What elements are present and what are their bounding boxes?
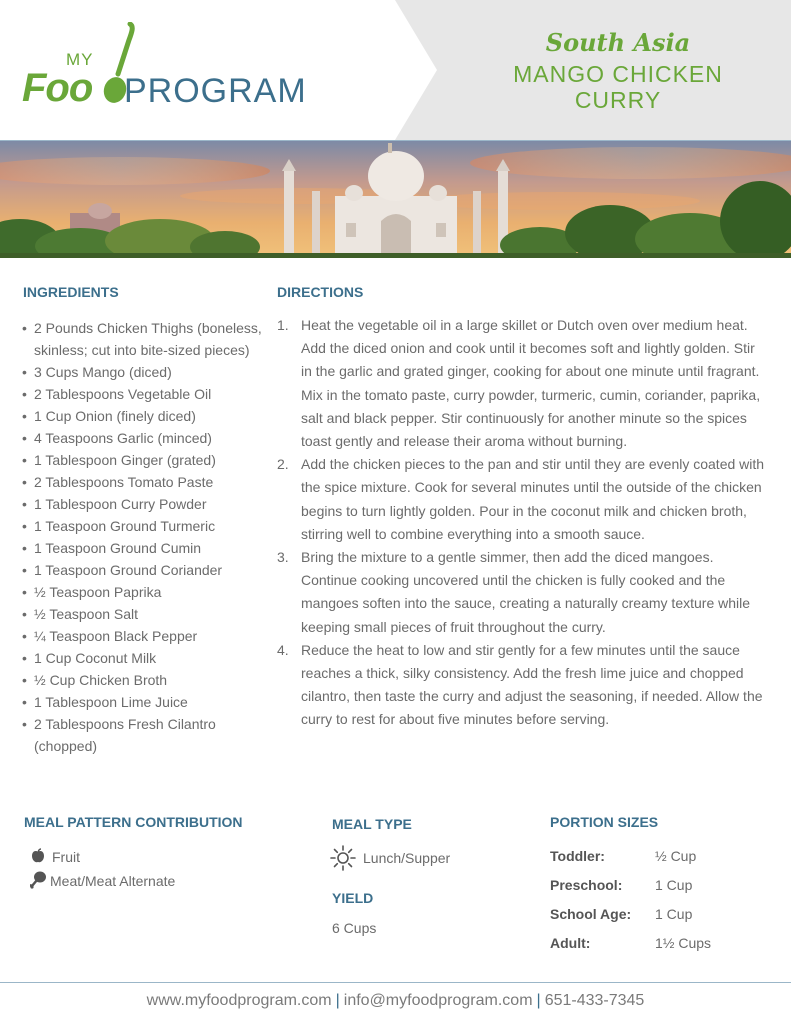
yield-heading: YIELD	[332, 890, 374, 906]
direction-step-text: Bring the mixture to a gentle simmer, then add the diced mangoes. Continue cooking uncovered until the chicken is fully cooked and the mangoes soften into the sauce, creating a naturally creamy texture while keeping small pieces of fruit throughout the curry.	[301, 549, 751, 635]
direction-step-text: Reduce the heat to low and stir gently for a few minutes until the sauce reaches a thick, silky consistency. Add the fresh lime juice and chopped cilantro, then taste the curry and adjust the seasoning, if needed. Allow the curry to rest for about five minutes before serving.	[301, 641, 763, 728]
direction-step-text: Add the chicken pieces to the pan and stir until they are evenly coated with the spice mixture. Cook for several minutes until the outside of the chicken begins to turn lightly golden. Pour in the coconut milk and chicken broth, stirring well to combine everything into a smooth sauce.	[301, 456, 765, 542]
portion-label-school-age: School Age:	[550, 906, 632, 922]
ingredient-item: • 1 Tablespoon Curry Powder	[22, 493, 262, 515]
apple-icon	[30, 848, 46, 864]
ingredient-item: • ¼ Teaspoon Black Pepper	[22, 625, 262, 647]
ingredient-item: • 2 Tablespoons Fresh Cilantro (chopped)	[22, 713, 262, 757]
logo-my-text: MY	[66, 50, 94, 69]
ingredient-item: • 2 Pounds Chicken Thighs (boneless, skinless; cut into bite-sized pieces)	[22, 317, 262, 361]
recipe-title-line2: CURRY	[574, 87, 662, 113]
portion-value-school-age: 1 Cup	[655, 906, 693, 922]
page-footer	[0, 992, 791, 1010]
ingredients-heading: INGREDIENTS	[23, 284, 119, 300]
meal-pattern-heading: MEAL PATTERN CONTRIBUTION	[24, 814, 243, 830]
ingredient-item: • 1 Teaspoon Ground Coriander	[22, 559, 262, 581]
meal-type-value: Lunch/Supper	[363, 850, 451, 866]
direction-step-number: 1.	[277, 317, 289, 333]
banner-image	[0, 141, 791, 258]
footer-divider	[0, 982, 791, 983]
ingredient-item: • 2 Tablespoons Vegetable Oil	[22, 383, 262, 405]
footer-separator: |	[536, 992, 541, 1009]
portion-value-adult: 1½ Cups	[655, 935, 712, 951]
footer-email-link[interactable]: info@myfoodprogram.com	[343, 992, 533, 1009]
ingredients-list	[22, 317, 262, 757]
direction-step	[277, 546, 767, 639]
recipe-title	[455, 61, 781, 113]
portion-sizes-heading: PORTION SIZES	[550, 814, 659, 830]
portion-label-toddler: Toddler:	[550, 848, 605, 864]
ingredient-item: • 1 Cup Coconut Milk	[22, 647, 262, 669]
portion-label-preschool: Preschool:	[550, 877, 623, 893]
direction-step-text: Heat the vegetable oil in a large skillet or Dutch oven over medium heat. Add the diced onion and cook until it becomes soft and lightly golden. Stir in the garlic and grated ginger, cooking for about one minute until fragrant. Mix in the tomato paste, curry powder, turmeric, cumin, coriander, paprika, salt and black pepper. Stir continuously for another minute so the spices toast gently and release their aroma without burning.	[301, 317, 761, 450]
meal-type-heading: MEAL TYPE	[332, 816, 412, 832]
meal-pattern-fruit: Fruit	[52, 849, 80, 865]
ingredient-item: • 1 Tablespoon Lime Juice	[22, 691, 262, 713]
ingredient-item: • 2 Tablespoons Tomato Paste	[22, 471, 262, 493]
ingredient-item: • ½ Teaspoon Paprika	[22, 581, 262, 603]
ingredient-item: • 4 Teaspoons Garlic (minced)	[22, 427, 262, 449]
portion-value-toddler: ½ Cup	[655, 848, 697, 864]
ingredient-item: • 1 Tablespoon Ginger (grated)	[22, 449, 262, 471]
ingredient-item: • ½ Cup Chicken Broth	[22, 669, 262, 691]
footer-phone[interactable]: 651-433-7345	[544, 992, 645, 1009]
directions-list	[277, 314, 767, 732]
taj-mahal-illustration	[0, 141, 791, 258]
portion-value-preschool: 1 Cup	[655, 877, 693, 893]
recipe-region: South Asia	[545, 28, 691, 57]
logo-program-text: PROGRAM	[124, 72, 307, 110]
ingredient-item: • ½ Teaspoon Salt	[22, 603, 262, 625]
sun-icon	[330, 845, 356, 871]
meal-pattern-meat: Meat/Meat Alternate	[50, 873, 176, 889]
direction-step	[277, 453, 767, 546]
direction-step-number: 4.	[277, 641, 289, 658]
recipe-title-line1: MANGO CHICKEN	[513, 61, 723, 87]
ingredient-item: • 1 Cup Onion (finely diced)	[22, 405, 262, 427]
portion-label-adult: Adult:	[550, 935, 591, 951]
drumstick-icon	[30, 871, 46, 889]
ingredient-item: • 3 Cups Mango (diced)	[22, 361, 262, 383]
ingredient-item: • 1 Teaspoon Ground Cumin	[22, 537, 262, 559]
direction-step-number: 2.	[277, 456, 289, 473]
direction-step	[277, 639, 767, 732]
directions-heading: DIRECTIONS	[277, 284, 364, 300]
logo-food-text: Foo	[22, 66, 93, 110]
ingredient-item: • 1 Teaspoon Ground Turmeric	[22, 515, 262, 537]
myfoodprogram-logo	[22, 22, 312, 112]
yield-value: 6 Cups	[332, 920, 377, 936]
footer-separator: |	[335, 992, 340, 1009]
direction-step-number: 3.	[277, 549, 289, 566]
direction-step	[277, 314, 767, 453]
footer-website-link[interactable]: www.myfoodprogram.com	[146, 992, 332, 1009]
